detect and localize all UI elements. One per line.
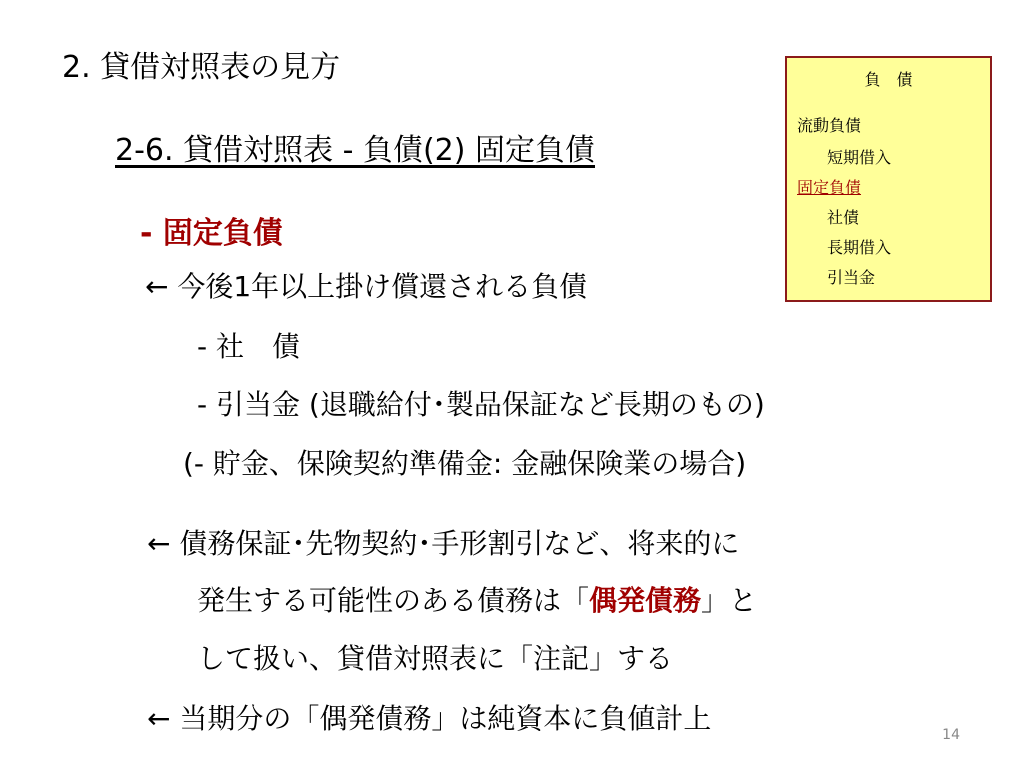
text-line: して扱い、貸借対照表に「注記」する (197, 642, 674, 675)
text-line: (- 貯金、保険契約準備金: 金融保険業の場合) (183, 447, 747, 480)
text-line: ← 今後1年以上掛け償還される負債 (145, 270, 588, 303)
text-line: ← 債務保証･先物契約･手形割引など、将来的に (147, 527, 740, 560)
text-segment: 発生する可能性のある債務は「 (197, 584, 590, 617)
box-item-short-term-borrowings: 短期借入 (827, 148, 892, 167)
box-item-bonds: 社債 (827, 208, 860, 227)
text-line: - 社 債 (197, 330, 301, 363)
contingent-liability-line (197, 579, 757, 619)
page-number: 14 (942, 727, 960, 743)
text-segment: 」と (701, 584, 758, 617)
section-subtitle: 2-6. 貸借対照表 - 負債(2) 固定負債 (115, 133, 595, 168)
box-item-fixed-liabilities: 固定負債 (797, 178, 862, 197)
section-heading: - 固定負債 (140, 216, 283, 251)
slide-title: 2. 貸借対照表の見方 (62, 50, 341, 85)
contingent-liability-emphasis: 偶発債務 (589, 584, 702, 617)
text-line: - 引当金 (退職給付･製品保証など長期のもの) (197, 388, 765, 421)
text-line: ← 当期分の「偶発債務」は純資本に負値計上 (147, 702, 712, 735)
box-item-long-term-borrowings: 長期借入 (827, 238, 892, 257)
box-header: 負 債 (864, 70, 913, 89)
box-item-allowances: 引当金 (827, 268, 876, 287)
box-item-current-liabilities: 流動負債 (797, 116, 862, 135)
liability-structure-box (785, 56, 992, 302)
